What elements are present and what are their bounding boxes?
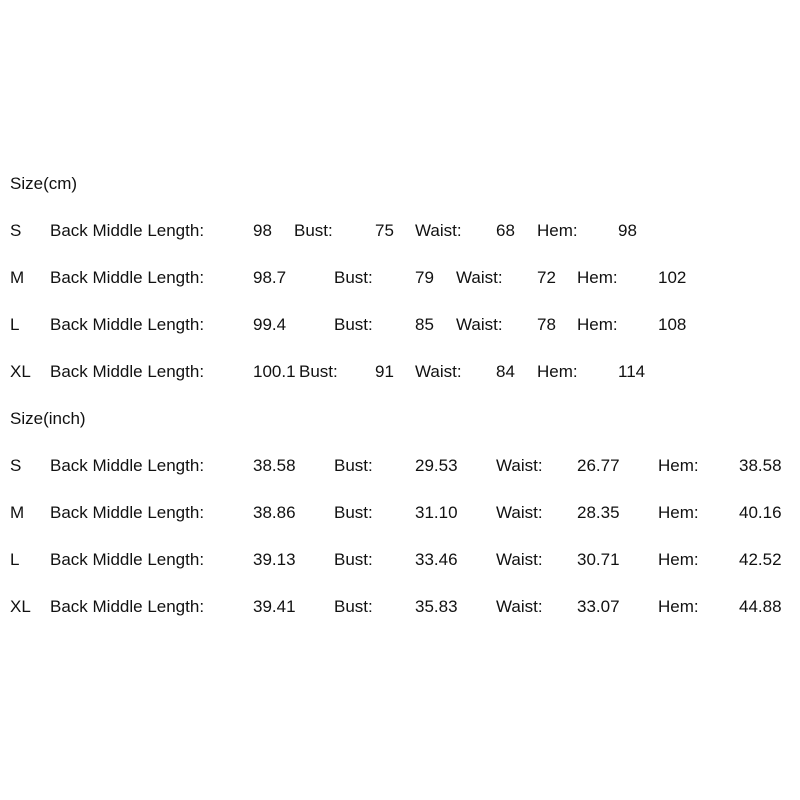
cm-row-hem-label: Hem: (537, 362, 578, 381)
cm-row-hem: 108 (658, 315, 687, 334)
cm-row-hem: 102 (658, 268, 687, 287)
inch-row-waist: 30.71 (577, 550, 620, 569)
cm-row-back: 100.1 (253, 362, 296, 381)
inch-row-waist-label: Waist: (496, 503, 543, 522)
inch-row-bust: 35.83 (415, 597, 458, 616)
cm-row-back: 98.7 (253, 268, 287, 287)
cm-row-bust-label: Bust: (334, 268, 373, 287)
cm-section-heading: Size(cm) (10, 174, 78, 193)
cm-row-waist-label: Waist: (456, 268, 503, 287)
inch-row-hem-label: Hem: (658, 503, 699, 522)
inch-row-bust-label: Bust: (334, 550, 373, 569)
cm-row-waist: 68 (496, 221, 515, 240)
inch-row-bust: 29.53 (415, 456, 458, 475)
cm-row-hem: 98 (618, 221, 637, 240)
cm-row-bust-label: Bust: (334, 315, 373, 334)
inch-row-back-label: Back Middle Length: (50, 597, 205, 616)
cm-row-back-label: Back Middle Length: (50, 221, 205, 240)
cm-row-bust: 79 (415, 268, 434, 287)
inch-row-size: S (10, 456, 22, 475)
inch-row-hem: 38.58 (739, 456, 782, 475)
inch-row-hem: 42.52 (739, 550, 782, 569)
cm-row-waist-label: Waist: (456, 315, 503, 334)
inch-section-heading: Size(inch) (10, 409, 86, 428)
cm-row-back-label: Back Middle Length: (50, 268, 205, 287)
inch-row-waist: 26.77 (577, 456, 620, 475)
inch-row-back-label: Back Middle Length: (50, 456, 205, 475)
inch-row-back: 38.58 (253, 456, 296, 475)
inch-row-hem: 40.16 (739, 503, 782, 522)
cm-row-hem: 114 (618, 362, 646, 381)
inch-row-bust: 31.10 (415, 503, 458, 522)
cm-row-size: M (10, 268, 25, 287)
cm-row-size: XL (10, 362, 31, 381)
inch-row-back: 39.13 (253, 550, 296, 569)
cm-row-bust: 91 (375, 362, 394, 381)
cm-row-bust-label: Bust: (299, 362, 338, 381)
cm-row-waist: 84 (496, 362, 515, 381)
inch-row-hem-label: Hem: (658, 456, 699, 475)
inch-row-hem: 44.88 (739, 597, 782, 616)
cm-row-back: 98 (253, 221, 272, 240)
cm-row-hem-label: Hem: (577, 268, 618, 287)
cm-row-bust-label: Bust: (294, 221, 333, 240)
inch-row-hem-label: Hem: (658, 550, 699, 569)
inch-row-hem-label: Hem: (658, 597, 699, 616)
inch-row-bust-label: Bust: (334, 456, 373, 475)
inch-row-bust-label: Bust: (334, 503, 373, 522)
inch-row-waist-label: Waist: (496, 456, 543, 475)
cm-row-waist-label: Waist: (415, 221, 462, 240)
cm-row-back: 99.4 (253, 315, 287, 334)
inch-row-size: L (10, 550, 20, 569)
cm-row-bust: 85 (415, 315, 434, 334)
cm-row-back-label: Back Middle Length: (50, 315, 205, 334)
inch-row-size: XL (10, 597, 31, 616)
inch-row-waist: 33.07 (577, 597, 620, 616)
cm-row-bust: 75 (375, 221, 394, 240)
inch-row-waist-label: Waist: (496, 597, 543, 616)
cm-row-waist: 72 (537, 268, 556, 287)
inch-row-bust: 33.46 (415, 550, 458, 569)
inch-row-waist: 28.35 (577, 503, 620, 522)
inch-row-size: M (10, 503, 25, 522)
cm-row-size: L (10, 315, 20, 334)
cm-row-back-label: Back Middle Length: (50, 362, 205, 381)
cm-row-waist-label: Waist: (415, 362, 462, 381)
inch-row-waist-label: Waist: (496, 550, 543, 569)
inch-row-back-label: Back Middle Length: (50, 550, 205, 569)
cm-row-hem-label: Hem: (577, 315, 618, 334)
cm-row-size: S (10, 221, 22, 240)
cm-row-hem-label: Hem: (537, 221, 578, 240)
cm-row-waist: 78 (537, 315, 556, 334)
inch-row-back: 39.41 (253, 597, 296, 616)
inch-row-back-label: Back Middle Length: (50, 503, 205, 522)
inch-row-back: 38.86 (253, 503, 296, 522)
inch-row-bust-label: Bust: (334, 597, 373, 616)
